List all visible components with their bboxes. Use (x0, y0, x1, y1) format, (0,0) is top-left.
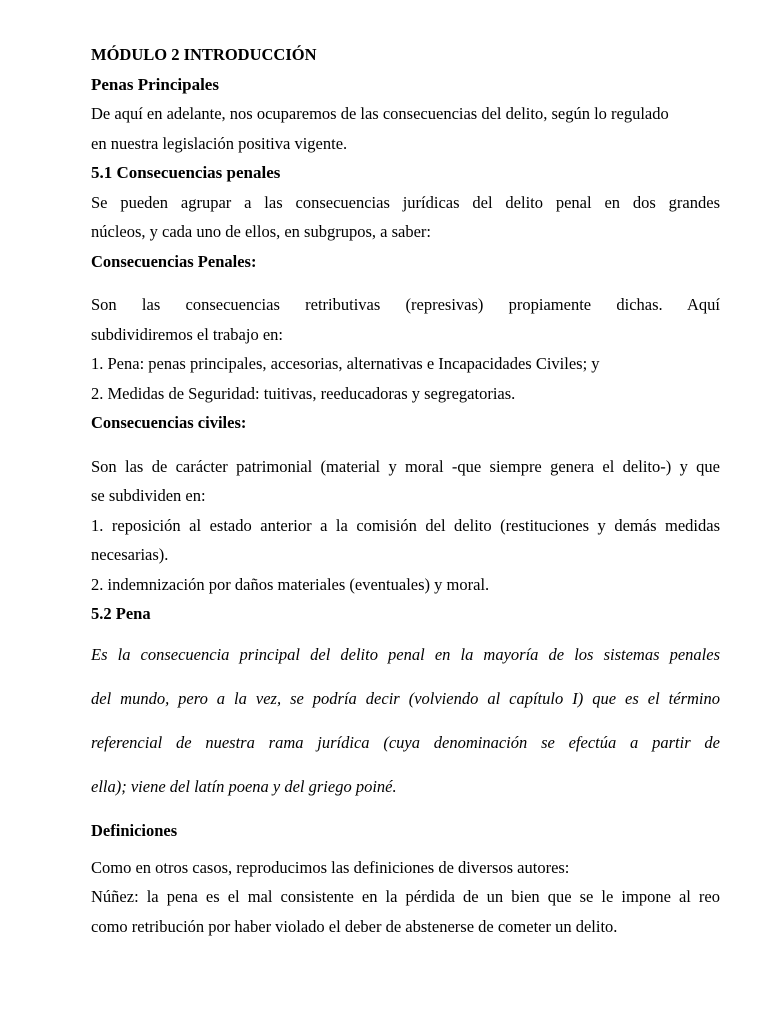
paragraph-patrimonial (91, 452, 720, 511)
subheading-consecuencias-penales: Consecuencias Penales: (91, 251, 257, 271)
paragraph-line: del mundo, pero a la vez, se podría decir (volviendo al capítulo I) que es el término (91, 688, 720, 708)
paragraph-otros-casos (91, 853, 720, 883)
list-penales (91, 349, 720, 408)
spacer (91, 438, 720, 452)
paragraph-line: Son las consecuencias retributivas (represivas) propiamente dichas. Aquí (91, 295, 720, 314)
subheading-consecuencias-civiles: Consecuencias civiles: (91, 413, 247, 432)
paragraph-line: De aquí en adelante, nos ocuparemos de las consecuencias del delito, según lo regulado (91, 104, 669, 123)
paragraph-line: Como en otros casos, reproducimos las definiciones de diversos autores: (91, 857, 570, 877)
paragraph-line: se subdividen en: (91, 486, 206, 505)
paragraph-line: Es la consecuencia principal del delito penal en la mayoría de los sistemas penales (91, 644, 720, 664)
document-page (91, 40, 720, 941)
list-item-continuation: necesarias). (91, 545, 169, 564)
paragraph-line: referencial de nuestra rama jurídica (cuya denominación se efectúa a partir de (91, 732, 720, 752)
section-heading-5-1: 5.1 Consecuencias penales (91, 163, 281, 182)
paragraph-line: Son las de carácter patrimonial (material y moral -que siempre genera el delito-) y que (91, 456, 720, 476)
list-item: 2. indemnización por daños materiales (eventuales) y moral. (91, 574, 490, 594)
spacer (91, 276, 720, 290)
paragraph-line: como retribución por haber violado el deber de abstenerse de cometer un delito. (91, 916, 618, 936)
paragraph-line: Núñez: la pena es el mal consistente en la pérdida de un bien que se le impone al reo (91, 887, 720, 906)
module-title: MÓDULO 2 INTRODUCCIÓN (91, 45, 317, 64)
subheading-definiciones: Definiciones (91, 820, 178, 840)
paragraph-line: subdividiremos el trabajo en: (91, 324, 283, 344)
list-civiles (91, 511, 720, 600)
section-heading-5-2: 5.2 Pena (91, 604, 151, 623)
section-heading-penas-principales: Penas Principales (91, 74, 219, 94)
list-item: 1. Pena: penas principales, accesorias, alternativas e Incapacidades Civiles; y (91, 354, 600, 373)
paragraph-line: ella); viene del latín poena y del griego poiné. (91, 776, 397, 796)
paragraph-retributivas (91, 290, 720, 349)
paragraph-line: Se pueden agrupar a las consecuencias jurídicas del delito penal en dos grandes (91, 192, 720, 212)
paragraph-agrupar (91, 188, 720, 247)
list-item: 2. Medidas de Seguridad: tuitivas, reeducadoras y segregatorias. (91, 383, 516, 403)
list-item: 1. reposición al estado anterior a la comisión del delito (restituciones y demás medidas (91, 515, 720, 535)
intro-paragraph (91, 99, 720, 158)
italic-definition-paragraph (91, 633, 720, 809)
paragraph-nunez (91, 882, 720, 941)
paragraph-line: en nuestra legislación positiva vigente. (91, 133, 348, 153)
paragraph-line: núcleos, y cada uno de ellos, en subgrupos, a saber: (91, 222, 431, 241)
